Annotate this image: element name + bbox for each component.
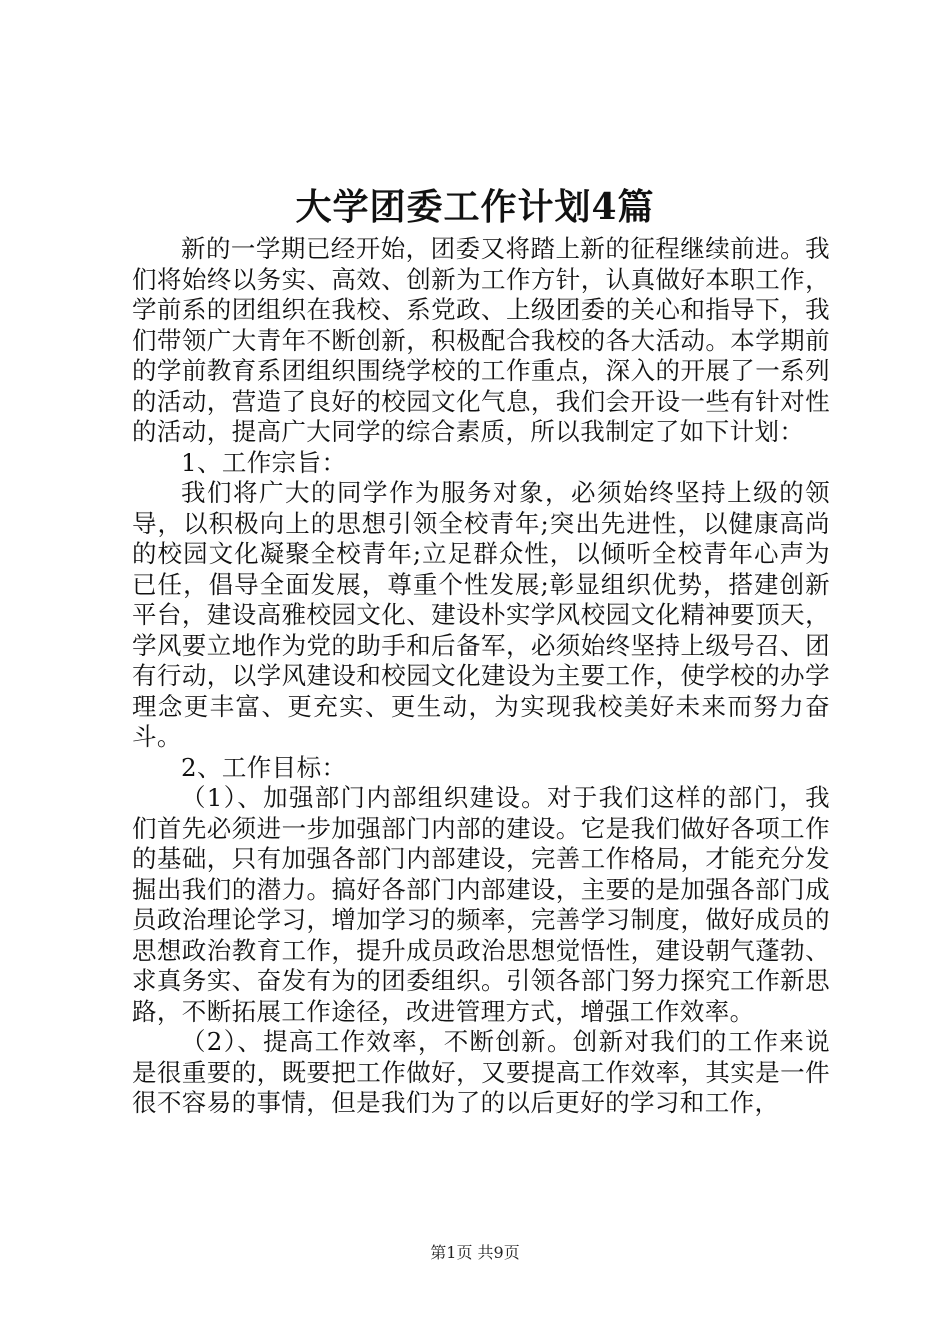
paragraph-purpose: 我们将广大的同学作为服务对象，必须始终坚持上级的领导，以积极向上的思想引领全校青年;突出先进性，以健康高尚的校园文化凝聚全校青年;立足群众性，以倾听全校青年心声为已任，倡导全面发展，尊重个性发展;彰显组织优势，搭建创新平台，建设高雅校园文化、建设朴实学风校园文化精神要顶天，学风要立地作为党的助手和后备军，必须始终坚持上级号召、团有行动，以学风建设和校园文化建设为主要工作，使学校的办学理念更丰富、更充实、更生动，为实现我校美好未来而努力奋斗。 <box>132 478 830 751</box>
paragraph-goal-2: （2）、提高工作效率，不断创新。创新对我们的工作来说是很重要的，既要把工作做好，又要提高工作效率，其实是一件很不容易的事情，但是我们为了的以后更好的学习和工作， <box>132 1027 830 1117</box>
page-number-footer: 第1页 共9页 <box>430 1243 520 1262</box>
document-title: 大学团委工作计划4篇 <box>295 186 655 228</box>
document-body <box>132 234 830 1119</box>
section-heading-purpose: 1、工作宗旨： <box>181 447 347 477</box>
section-heading-goals: 2、工作目标： <box>181 752 347 782</box>
paragraph-intro: 新的一学期已经开始，团委又将踏上新的征程继续前进。我们将始终以务实、高效、创新为工作方针，认真做好本职工作，学前系的团组织在我校、系党政、上级团委的关心和指导下，我们带领广大青年不断创新，积极配合我校的各大活动。本学期前的学前教育系团组织围绕学校的工作重点，深入的开展了一系列的活动，营造了良好的校园文化气息，我们会开设一些有针对性的活动，提高广大同学的综合素质，所以我制定了如下计划： <box>132 234 830 446</box>
paragraph-goal-1: （1）、加强部门内部组织建设。对于我们这样的部门，我们首先必须进一步加强部门内部的建设。它是我们做好各项工作的基础，只有加强各部门内部建设，完善工作格局，才能充分发掘出我们的潜力。搞好各部门内部建设，主要的是加强各部门成员政治理论学习，增加学习的频率，完善学习制度，做好成员的思想政治教育工作，提升成员政治思想觉悟性，建设朝气蓬勃、求真务实、奋发有为的团委组织。引领各部门努力探究工作新思路，不断拓展工作途径，改进管理方式，增强工作效率。 <box>132 783 830 1026</box>
